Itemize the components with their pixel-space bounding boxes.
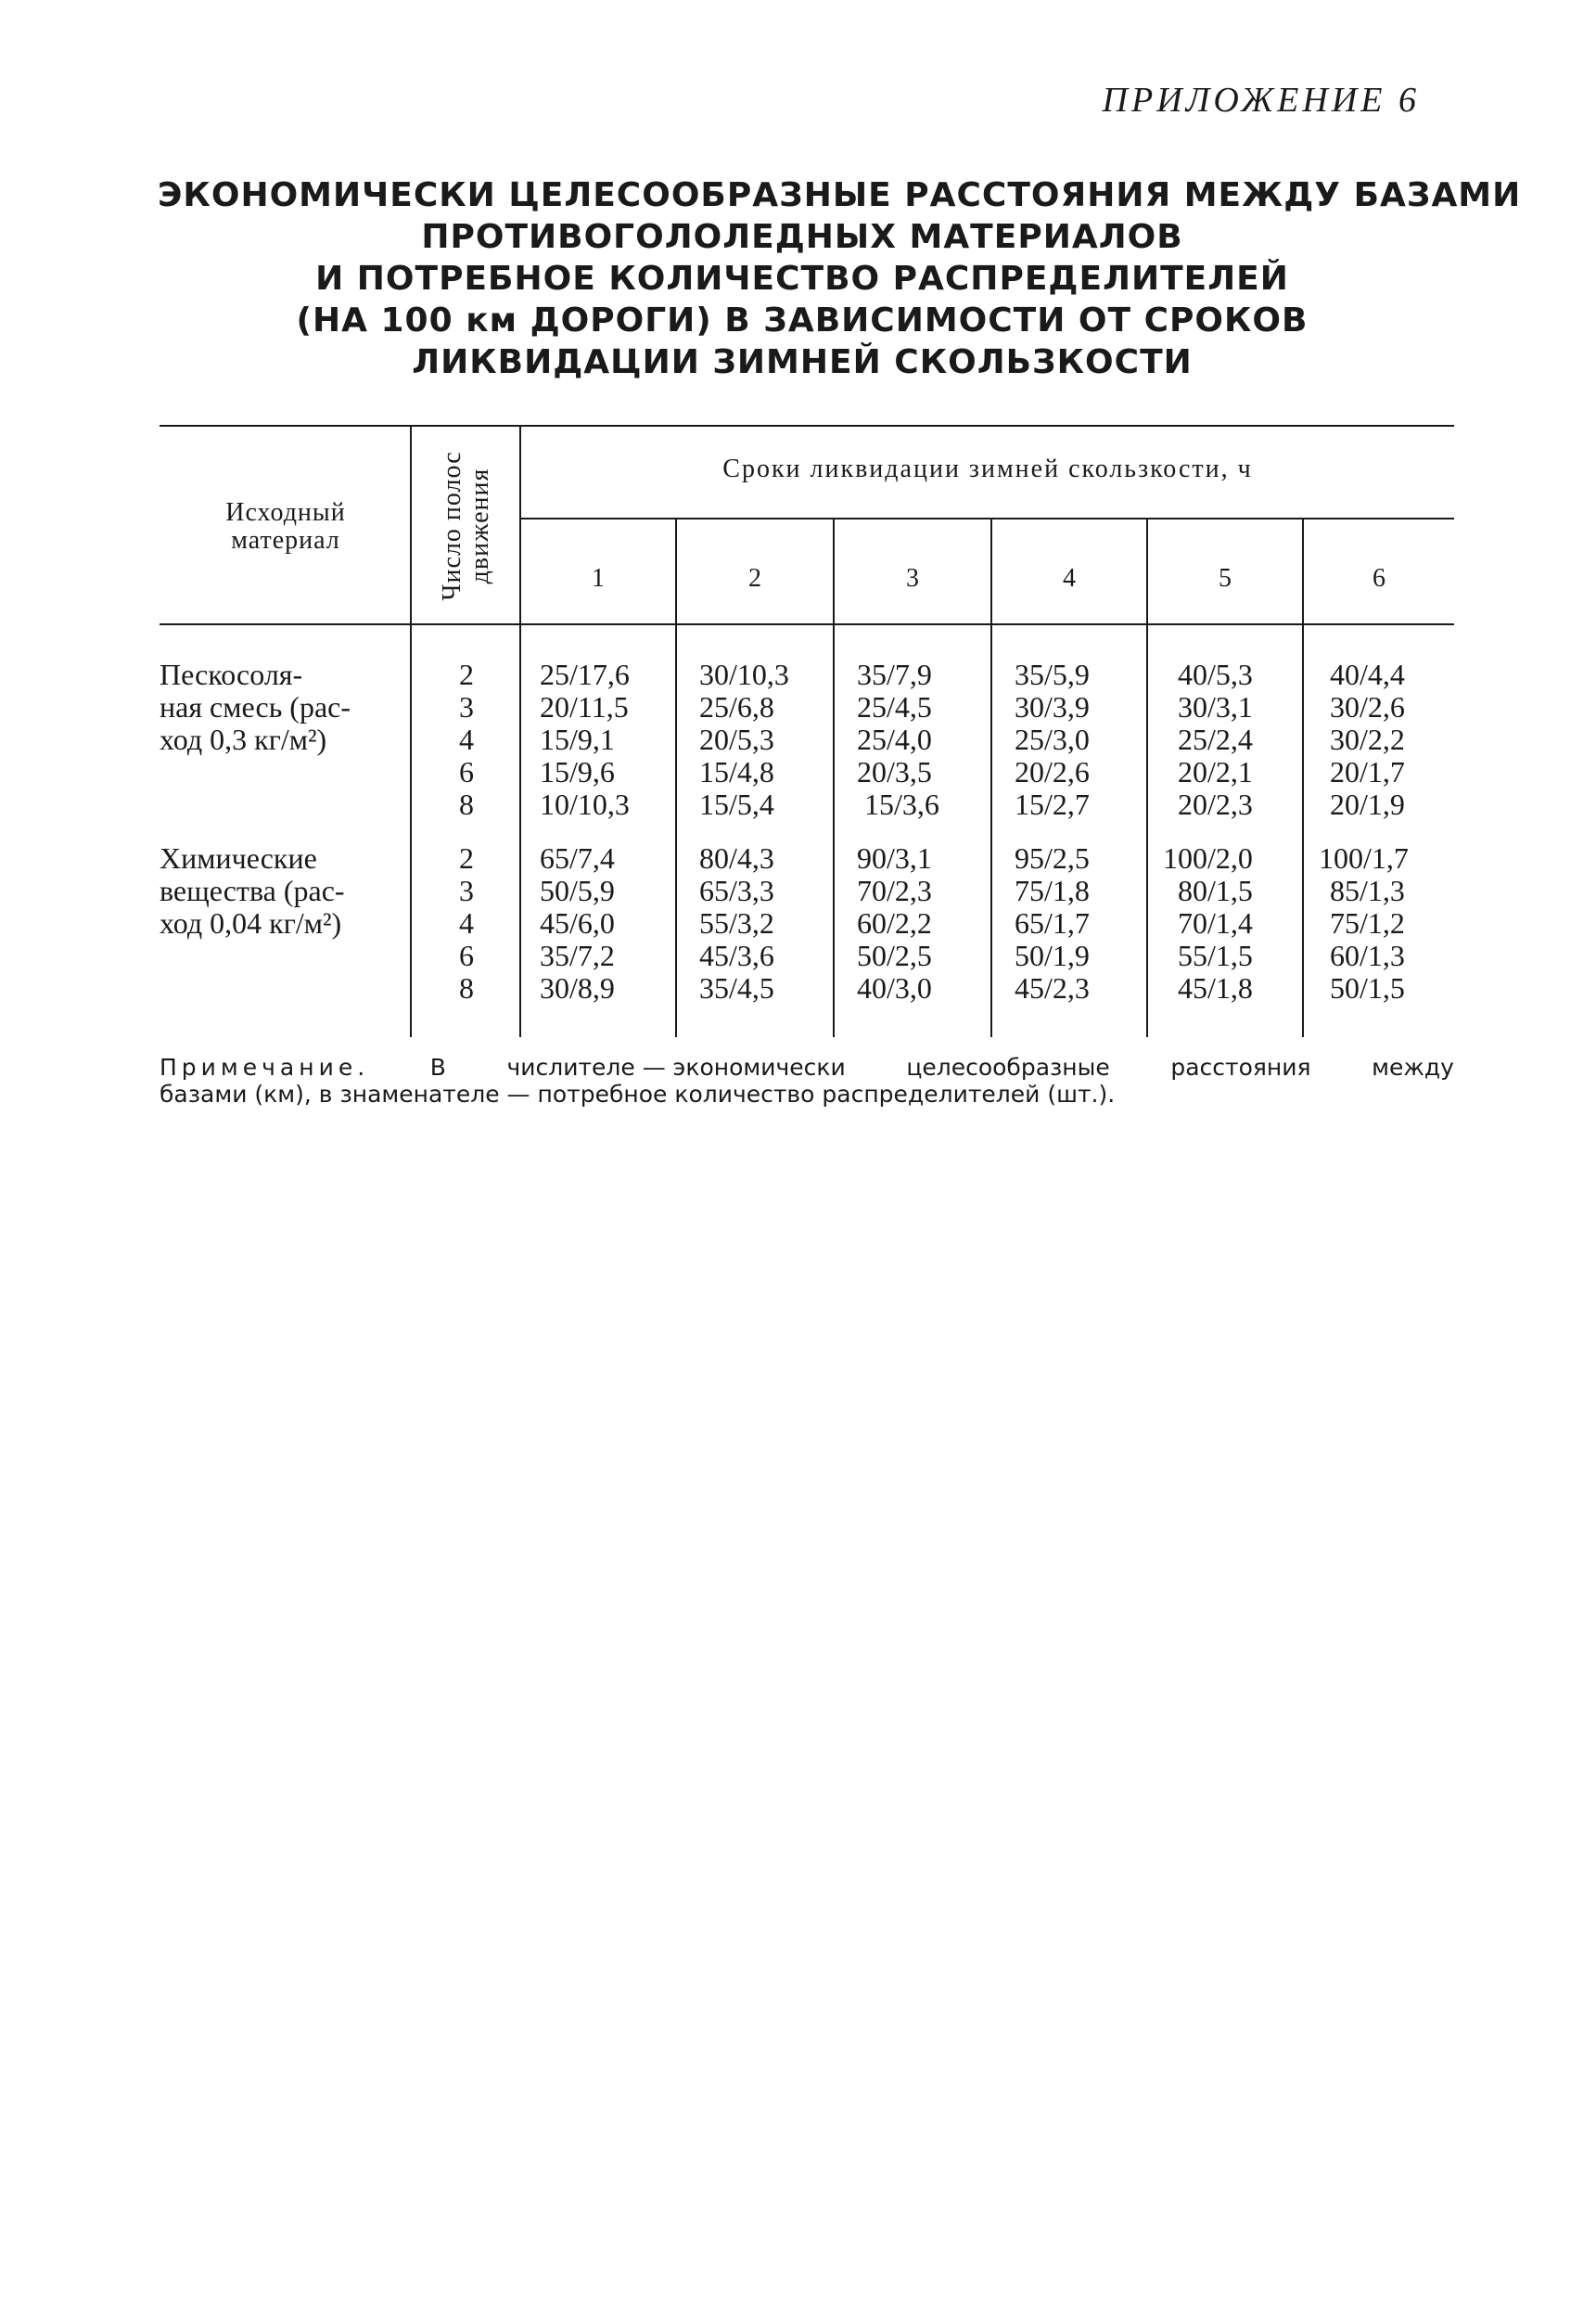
- header-terms: Сроки ликвидации зимней скользкости, ч: [722, 455, 1253, 483]
- table-cell: 20/11,5: [540, 690, 629, 724]
- table-cell: 10/10,3: [540, 788, 630, 821]
- material-line: вещества (рас-: [160, 874, 345, 907]
- header-material-line: Исходный: [225, 498, 346, 527]
- values-hour-1: [540, 659, 630, 821]
- table-cell: 30/2,6: [1330, 690, 1405, 724]
- table-cell: 15/3,6: [864, 788, 939, 821]
- lanes-value: 4: [459, 723, 474, 756]
- table-cell: 50/2,5: [857, 939, 932, 972]
- values-hour-3: [857, 659, 939, 821]
- lanes-value: 4: [459, 906, 474, 940]
- note-word: В: [429, 1054, 446, 1081]
- table-cell: 20/1,9: [1330, 788, 1405, 821]
- table-cell: 25/4,0: [857, 723, 932, 756]
- lanes-value: 8: [459, 788, 474, 821]
- header-lanes-line: Число полос: [438, 451, 466, 601]
- table-cell: 35/7,9: [857, 658, 932, 691]
- column-divider: [833, 518, 835, 1037]
- lanes-value: 6: [459, 755, 474, 789]
- column-divider: [1146, 518, 1148, 1037]
- values-hour-2: [699, 659, 789, 821]
- table-cell: 15/9,6: [540, 755, 615, 789]
- lanes-value: 3: [459, 690, 474, 724]
- table-cell: 15/4,8: [699, 755, 774, 789]
- title-line: ПРОТИВОГОЛОЛЕДНЫХ МАТЕРИАЛОВ: [421, 218, 1183, 256]
- table-cell: 25/2,4: [1178, 723, 1253, 756]
- table-cell: 25/17,6: [540, 658, 630, 691]
- table-cell: 35/5,9: [1015, 658, 1090, 691]
- table-cell: 90/3,1: [857, 841, 932, 875]
- header-bottom-rule: [160, 623, 1454, 625]
- table-cell: 15/5,4: [699, 788, 774, 821]
- table-cell: 75/1,8: [1015, 874, 1090, 907]
- data-table: [160, 425, 1454, 1037]
- table-cell: 30/10,3: [699, 658, 789, 691]
- table-cell: 95/2,5: [1015, 841, 1090, 875]
- material-line: ход 0,3 кг/м²): [160, 723, 327, 756]
- table-cell: 60/1,3: [1330, 939, 1405, 972]
- title-line: (НА 100 км ДОРОГИ) В ЗАВИСИМОСТИ ОТ СРОКОВ: [296, 301, 1309, 340]
- note-line: базами (км), в знаменателе — потребное количество распределителей (шт.).: [160, 1081, 1116, 1108]
- table-cell: 70/2,3: [857, 874, 932, 907]
- table-cell: 15/9,1: [540, 723, 615, 756]
- table-cell: 70/1,4: [1178, 906, 1253, 940]
- table-cell: 20/2,1: [1178, 755, 1253, 789]
- note-line: [160, 1054, 1454, 1081]
- values-hour-2: [699, 842, 774, 1005]
- table-cell: 20/3,5: [857, 755, 932, 789]
- table-cell: 65/1,7: [1015, 906, 1090, 940]
- lanes-value: 8: [459, 971, 474, 1005]
- header-hour: 3: [906, 564, 919, 593]
- table-cell: 45/1,8: [1178, 971, 1253, 1005]
- header-split-rule: [521, 518, 1454, 519]
- table-cell: 25/6,8: [699, 690, 774, 724]
- table-note: [160, 1054, 1454, 1108]
- table-cell: 30/2,2: [1330, 723, 1405, 756]
- material-chemicals: [160, 842, 410, 940]
- header-material-line: материал: [231, 526, 340, 555]
- column-divider: [1302, 518, 1304, 1037]
- material-line: Химические: [160, 841, 317, 875]
- material-line: Пескосоля-: [160, 658, 303, 691]
- appendix-label: ПРИЛОЖЕНИЕ 6: [1102, 81, 1420, 120]
- table-cell: 25/4,5: [857, 690, 932, 724]
- header-hour: 5: [1219, 564, 1232, 593]
- table-cell: 65/7,4: [540, 841, 615, 875]
- header-lanes: [412, 429, 521, 623]
- table-cell: 35/7,2: [540, 939, 615, 972]
- header-lanes-line: движения: [466, 468, 494, 584]
- note-word: числителе — экономически: [506, 1054, 846, 1081]
- table-top-rule: [160, 425, 1454, 427]
- table-cell: 80/4,3: [699, 841, 774, 875]
- table-cell: 60/2,2: [857, 906, 932, 940]
- header-hour: 4: [1063, 564, 1076, 593]
- table-cell: 15/2,7: [1015, 788, 1090, 821]
- values-hour-6: [1319, 842, 1409, 1005]
- table-cell: 50/5,9: [540, 874, 615, 907]
- table-cell: 30/3,9: [1015, 690, 1090, 724]
- values-hour-4: [1015, 842, 1090, 1005]
- note-label: Примечание.: [160, 1054, 370, 1081]
- table-cell: 30/3,1: [1178, 690, 1253, 724]
- table-cell: 30/8,9: [540, 971, 615, 1005]
- header-hour: 6: [1373, 564, 1385, 593]
- table-cell: 20/1,7: [1330, 755, 1405, 789]
- table-cell: 100/2,0: [1163, 841, 1253, 875]
- table-cell: 85/1,3: [1330, 874, 1405, 907]
- column-divider: [990, 518, 992, 1037]
- table-cell: 75/1,2: [1330, 906, 1405, 940]
- table-cell: 25/3,0: [1015, 723, 1090, 756]
- values-hour-4: [1015, 659, 1090, 821]
- table-cell: 40/5,3: [1178, 658, 1253, 691]
- table-cell: 45/2,3: [1015, 971, 1090, 1005]
- lanes-value: 6: [459, 939, 474, 972]
- material-line: ная смесь (рас-: [160, 690, 351, 724]
- title-line: И ПОТРЕБНОЕ КОЛИЧЕСТВО РАСПРЕДЕЛИТЕЛЕЙ: [315, 260, 1289, 298]
- table-cell: 20/2,3: [1178, 788, 1253, 821]
- lanes-value: 2: [459, 841, 474, 875]
- table-cell: 20/2,6: [1015, 755, 1090, 789]
- note-word: целесообразные: [906, 1054, 1110, 1081]
- table-cell: 100/1,7: [1319, 841, 1409, 875]
- column-divider: [675, 518, 677, 1037]
- values-hour-3: [857, 842, 932, 1005]
- table-cell: 45/3,6: [699, 939, 774, 972]
- material-line: ход 0,04 кг/м²): [160, 906, 342, 940]
- values-hour-5: [1178, 659, 1253, 821]
- values-hour-1: [540, 842, 615, 1005]
- table-cell: 55/1,5: [1178, 939, 1253, 972]
- table-cell: 55/3,2: [699, 906, 774, 940]
- document-title: [158, 174, 1522, 383]
- lanes-value: 2: [459, 658, 474, 691]
- table-cell: 80/1,5: [1178, 874, 1253, 907]
- note-word: расстояния: [1170, 1054, 1311, 1081]
- values-hour-6: [1330, 659, 1405, 821]
- table-cell: 50/1,5: [1330, 971, 1405, 1005]
- material-sand-salt: [160, 659, 410, 756]
- header-hour: 1: [592, 564, 605, 593]
- lanes-value: 3: [459, 874, 474, 907]
- lanes-list: [412, 659, 521, 821]
- table-cell: 40/4,4: [1330, 658, 1405, 691]
- note-word: между: [1372, 1054, 1454, 1081]
- table-cell: 50/1,9: [1015, 939, 1090, 972]
- table-cell: 45/6,0: [540, 906, 615, 940]
- table-cell: 20/5,3: [699, 723, 774, 756]
- title-line: ЛИКВИДАЦИИ ЗИМНЕЙ СКОЛЬЗКОСТИ: [412, 343, 1193, 381]
- header-material: [160, 499, 412, 555]
- table-cell: 35/4,5: [699, 971, 774, 1005]
- values-hour-5: [1163, 842, 1253, 1005]
- table-cell: 65/3,3: [699, 874, 774, 907]
- lanes-list: [412, 842, 521, 1005]
- title-line: ЭКОНОМИЧЕСКИ ЦЕЛЕСООБРАЗНЫЕ РАССТОЯНИЯ МЕЖДУ БАЗАМИ: [158, 176, 1522, 214]
- table-cell: 40/3,0: [857, 971, 932, 1005]
- header-hour: 2: [748, 564, 761, 593]
